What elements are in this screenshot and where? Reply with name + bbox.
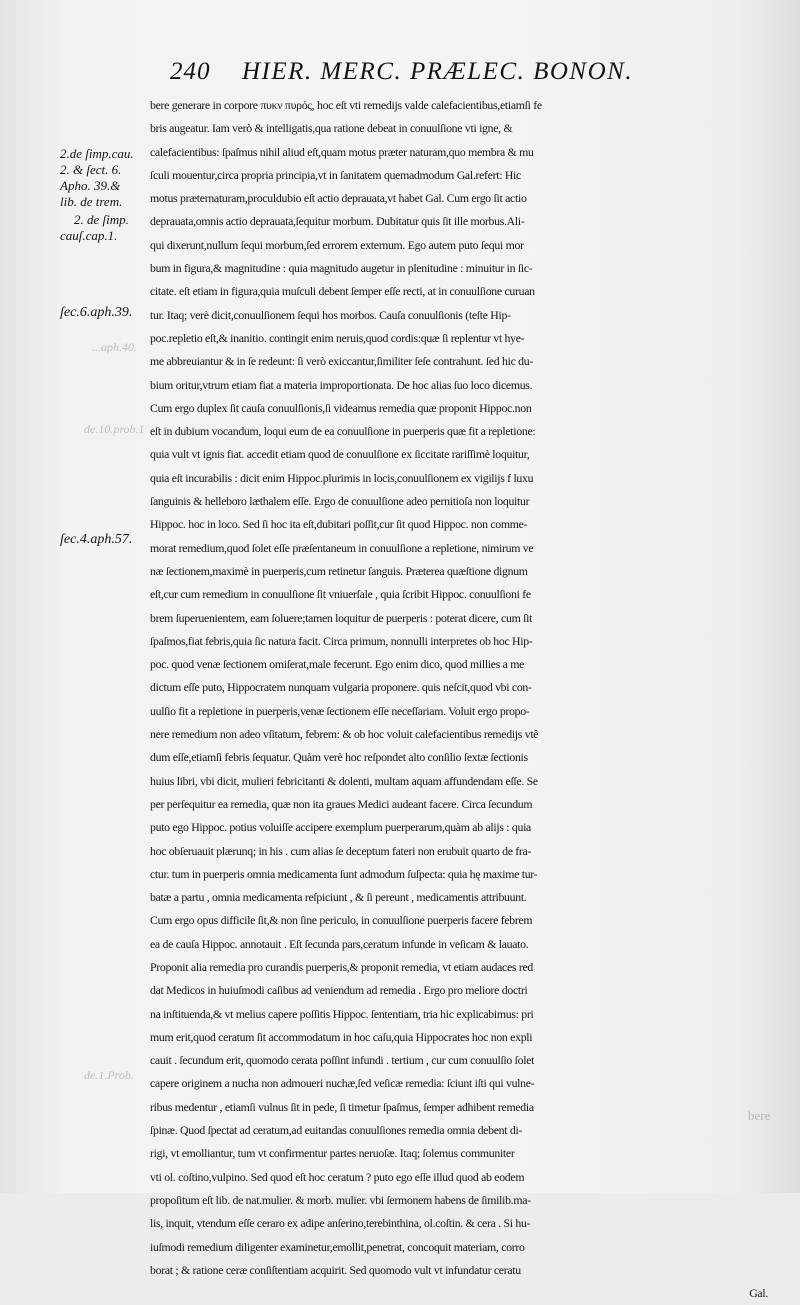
text-line: ſculi mouentur,circa propria principia,vt in ſanitatem quemadmodum Gal.refert: Hic xyxy=(150,167,521,182)
text-line: per perſequitur ea remedia, quæ non ita graues Medici audeant facere. Circa ſecundum xyxy=(150,796,533,811)
text-line: quia eſt incurabilis : dicit enim Hippoc.plurimis in locis,conuulſionem ex vigilijs f luxu xyxy=(150,470,534,485)
text-line: ribus medentur , etiamſi vulnus ſit in pede, ſi timetur ſpaſmus, ſemper adhibent remedia xyxy=(150,1099,534,1114)
text-line: næ ſectionem,maximè in puerperis,cum retinetur ſanguis. Præterea quæſtione dignum xyxy=(150,563,528,578)
text-line: quia vult vt ignis fiat. accedit etiam quod de conuulſione ex ſiccitate rariſſimè loquitur, xyxy=(150,447,530,462)
margin-note: ſec.6.aph.39. xyxy=(60,305,133,320)
ghost-note: de.10.prob.1 xyxy=(84,422,145,436)
text-line: ea de cauſa Hippoc. annotauit . Eſt ſecunda pars,ceratum infunde in veſicam & lauato. xyxy=(150,936,529,951)
text-line: hoc obſeruauit plærunq; in his . cum alias ſe deceptum fateri non erubuit quarto de fra- xyxy=(150,843,532,858)
text-line: vti ol. coſtino,vulpino. Sed quod eſt hoc ceratum ? puto ego eſſe illud quod ab eodem xyxy=(150,1169,525,1184)
margin-note: 2.de ſimp.cau. xyxy=(60,146,134,161)
text-line: cauit . ſecundum erit, quomodo cerata poſſint infundi . tertium , cur cum conuulſio ſolet xyxy=(150,1053,535,1068)
text-line: dat Medicos in huiuſmodi caſibus ad veniendum ad remedia . Ergo pro meliore doctri xyxy=(150,983,528,998)
text-line: citate. eſt etiam in figura,quia muſculi debent ſemper eſſe recti, at in conuulſione curuan xyxy=(150,284,535,299)
text-line: iuſmodi remedium diligenter examinetur,emollit,penetrat, concoquit materiam, corro xyxy=(150,1239,525,1254)
text-line: eſt in dubium vocandum, loqui eum de ea conuulſione in puerperis quæ fit a repletione: xyxy=(150,424,536,439)
ghost-note: ...aph.40. xyxy=(92,340,137,354)
running-head: HIER. MERC. PRÆLEC. BONON. xyxy=(242,58,634,85)
text-line: Proponit alia remedia pro curandis puerperis,& proponit remedia, vt etiam audaces red xyxy=(150,959,533,974)
main-text-block xyxy=(150,94,780,1305)
text-line: Gal. xyxy=(749,1286,768,1301)
text-line: propoſitum eſt lib. de nat.mulier. & morb. mulier. vbi ſermonem habens de ſimilib.ma- xyxy=(150,1192,531,1207)
page-number: 240 xyxy=(170,58,211,85)
text-line: Hippoc. hoc in loco. Sed ſi hoc ita eſt,dubitari poſſit,cur ſit quod Hippoc. non comme- xyxy=(150,517,528,532)
text-line: dictum eſſe puto, Hippocratem nunquam vulgaria proponere. quis neſcit,quod vbi con- xyxy=(150,680,532,695)
text-line: batæ a partu , omnia medicamenta reſpiciunt , & ſi pereunt , medicamentis attribuunt. xyxy=(150,890,527,905)
text-line: poc. quod venæ ſectionem omiſerat,male fecerunt. Ego enim dico, quod millies a me xyxy=(150,657,525,672)
text-line: tur. Itaq; verè dicit,conuulſionem ſequi hos morbos. Cauſa conuulſionis (teſte Hip- xyxy=(150,307,511,322)
text-line: calefacientibus: ſpaſmus nihil aliud eſt,quam motus præter naturam,quo membra & mu xyxy=(150,144,534,159)
margin-note: cauſ.cap.1. xyxy=(60,228,118,243)
margin-note: 2. de ſimp. xyxy=(74,212,129,227)
text-line: qui dixerunt,nullum ſequi morbum,ſed errorem externum. Ego autem puto ſequi mor xyxy=(150,237,524,252)
text-line: bere generare in corpore πυκν πυρός, hoc eſt vti remedijs valde calefacientibus,etiamſi fe xyxy=(150,98,542,112)
text-line: motus præternaturam,proculdubio eſt actio deprauata,vt habet Gal. Cum ergo ſit actio xyxy=(150,191,527,206)
ghost-note: bere xyxy=(748,1108,771,1123)
text-line: uulſio fit a repletione in puerperis,venæ ſectionem eſſe neceſſariam. Voluit ergo propo- xyxy=(150,703,530,718)
text-line: deprauata,omnis actio deprauata,ſequitur morbum. Dubitatur quis ſit ille morbus.Ali- xyxy=(150,214,525,229)
text-line: mum erit,quod ceratum ſit accommodatum in hoc caſu,quia Hippocrates hoc non expli xyxy=(150,1029,533,1044)
margin-note: Apho. 39.& xyxy=(60,178,121,193)
text-line: poc.repletio eſt,& inanitio. contingit enim neruis,quod cordis:quæ ſi replentur vt hye- xyxy=(150,330,525,345)
text-line: morat remedium,quod ſolet eſſe præſentaneum in conuulſione a repletione, nimirum ve xyxy=(150,540,534,555)
text-line: Cum ergo opus difficile ſit,& non ſine periculo, in conuulſione puerperis facere febrem xyxy=(150,913,533,928)
text-line: dum eſſe,etiamſi febris ſequatur. Quàm verè hoc reſpondet alto conſilio ſextæ ſectionis xyxy=(150,750,528,765)
text-line: eſt,cur cum remedium in conuulſione ſit vniuerſale , quia ſcribit Hippoc. conuulſioni fe xyxy=(150,587,531,602)
text-line: rigi, vt emolliantur, tum vt confirmentur partes neruoſæ. Itaq; ſolemus communiter xyxy=(150,1146,515,1161)
margin-note: lib. de trem. xyxy=(60,194,123,209)
text-line: ſpaſmos,fiat febris,quia ſic natura facit. Circa primum, nonnulli interpretes ob hoc Hip- xyxy=(150,633,533,648)
ghost-note: de.1.Prob. xyxy=(84,1068,134,1082)
text-line: huius libri, vbi dicit, mulieri febricitanti & dolenti, multam aquam affundendam eſſe. Se xyxy=(150,773,538,788)
margin-note: ſec.4.aph.57. xyxy=(60,532,133,547)
text-line: me abbreuiantur & in ſe redeunt: ſi verò exiccantur,ſimiliter ſeſe contrahunt. ſed hic du- xyxy=(150,354,533,369)
text-line: na inſtituenda,& vt melius capere poſſitis Hippoc. ſententiam, tria hic explicabimus: pri xyxy=(150,1006,534,1021)
text-line: ctur. tum in puerperis omnia medicamenta ſunt admodum ſuſpecta: quia hę maxime tur- xyxy=(150,866,538,881)
text-line: bum in figura,& magnitudine : quia magnitudo augetur in plenitudine : minuitur in ſic- xyxy=(150,261,533,276)
text-line: brem ſuperuenientem, eam ſoluere;tamen loquitur de puerperis : poterat dicere, cum ſit xyxy=(150,610,533,625)
margin-note: 2. & ſect. 6. xyxy=(60,162,122,177)
text-line: ſpinæ. Quod ſpectat ad ceratum,ad euitandas conuulſiones remedia omnia debent di- xyxy=(150,1123,523,1138)
text-line: bium oritur,vtrum etiam fiat a materia improportionata. De hoc alias ſuo loco dicemus. xyxy=(150,377,533,392)
text-line: capere originem a nucha non admoueri nuchæ,ſed veſicæ remedia: ſciunt iſti qui vulne- xyxy=(150,1076,535,1091)
text-line: puto ego Hippoc. potius voluiſſe accipere exemplum puerperarum,quàm ab alijs : quia xyxy=(150,820,531,835)
text-line: bris augeatur. Iam verò & intelligatis,qua ratione debeat in conuulſione vti igne, & xyxy=(150,121,513,136)
text-line: ſanguinis & helleboro læthalem eſſe. Ergo de conuulſione adeo pernitioſa non loquitur xyxy=(150,494,530,509)
page-header xyxy=(170,58,710,92)
text-line: borat ; & ratione ceræ conſiſtentiam acquirit. Sed quomodo vult vt infundatur ceratu xyxy=(150,1262,521,1277)
text-line: nere remedium non adeo vſitatum, febrem: & ob hoc voluit calefacientibus remedijs vtê xyxy=(150,727,539,742)
text-line: Cum ergo duplex ſit cauſa conuulſionis,ſi videamus remedia quæ proponit Hippoc.non xyxy=(150,400,532,415)
text-line: lis, inquit, vtendum eſſe ceraro ex adipe anſerino,terebinthina, ol.coſtin. & cera . Si hu- xyxy=(150,1216,531,1231)
